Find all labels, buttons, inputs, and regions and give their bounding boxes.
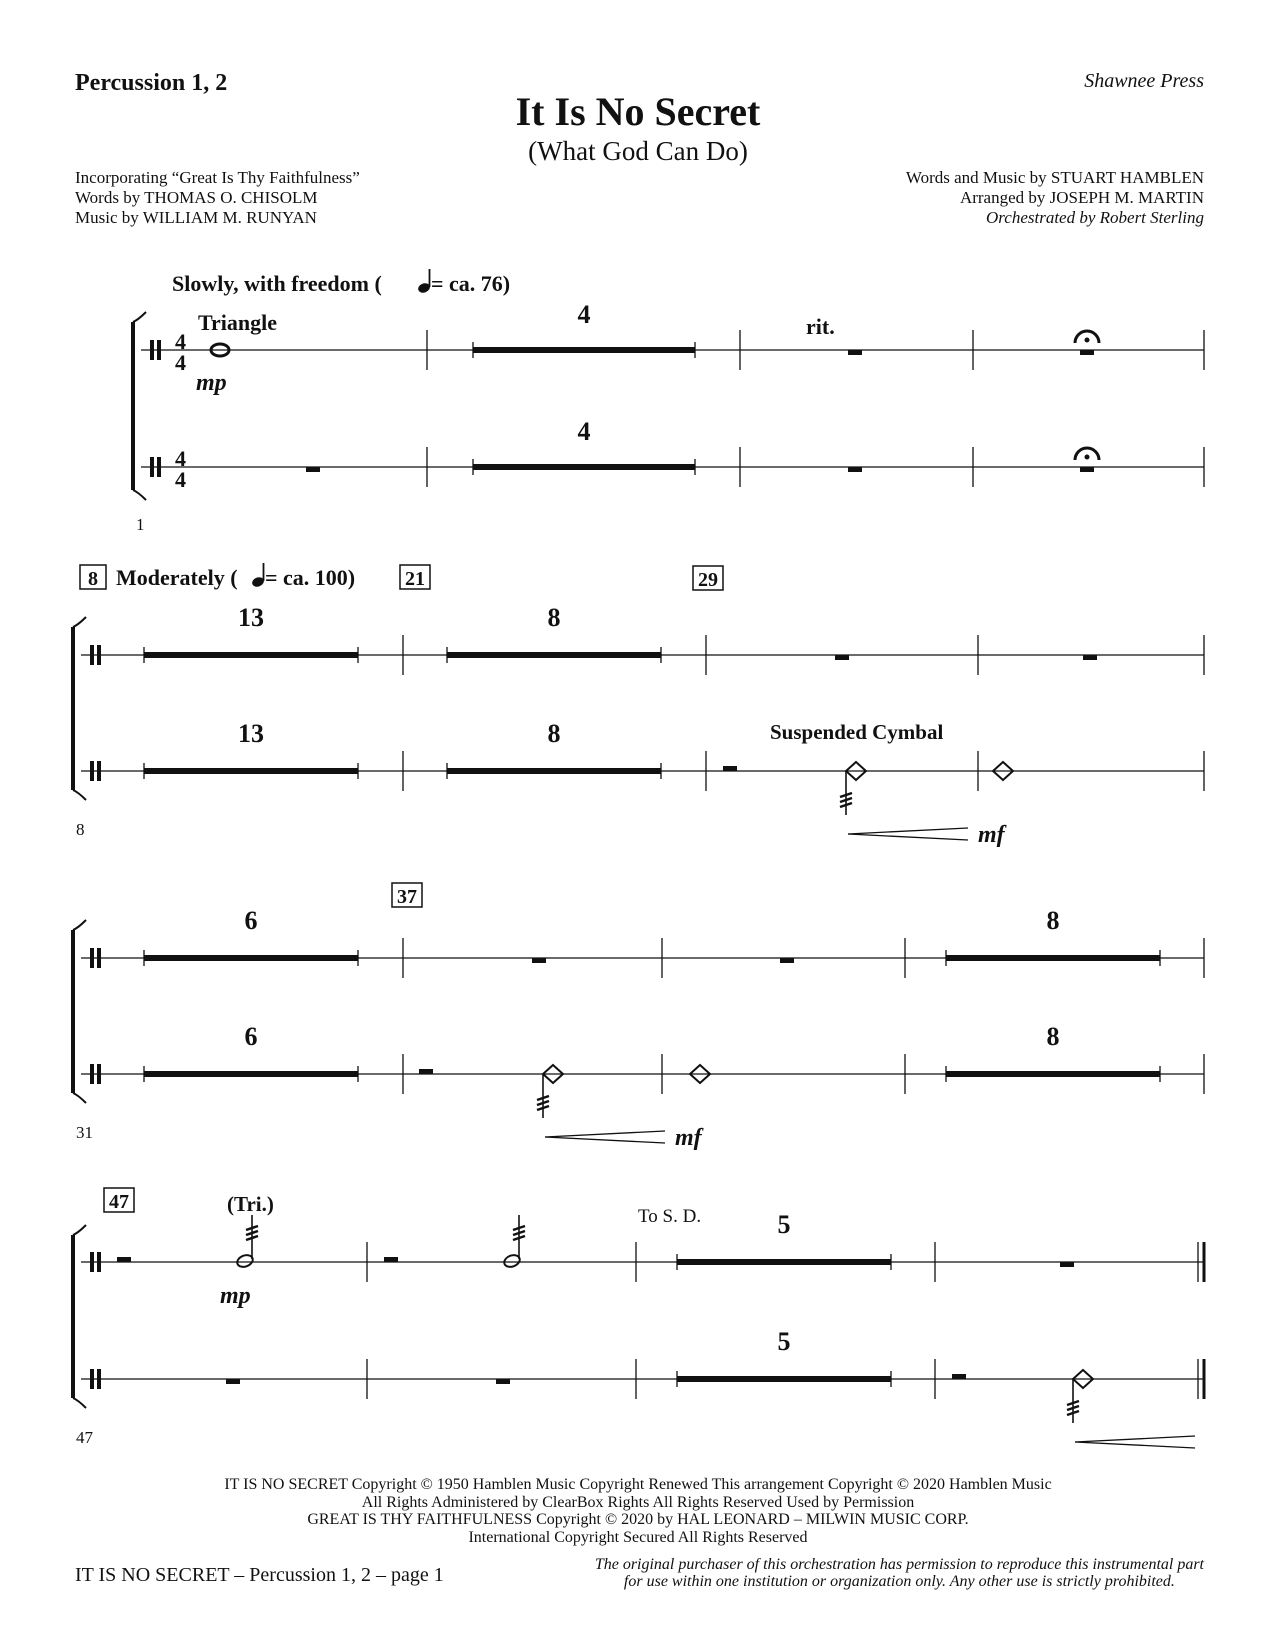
time-signature-bottom: 4 (175, 350, 186, 375)
multi-measure-rest (144, 906, 358, 966)
credit-incorporating: Incorporating “Great Is Thy Faithfulness” (75, 168, 360, 187)
rest-count: 5 (777, 1210, 791, 1239)
whole-rest (848, 467, 862, 472)
rest-count: 13 (238, 603, 264, 632)
whole-rest (848, 350, 862, 355)
song-subtitle: (What God Can Do) (528, 136, 748, 166)
half-note-tremolo-icon (236, 1215, 258, 1269)
multi-measure-rest (677, 1327, 891, 1387)
multi-measure-rest (946, 1022, 1160, 1082)
permission-line: for use within one institution or organization only. Any other use is strictly prohibited. (623, 1573, 1175, 1590)
whole-rest (226, 1379, 240, 1384)
rest-count: 6 (244, 1022, 258, 1051)
half-rest (419, 1069, 433, 1074)
whole-rest (835, 655, 849, 660)
half-rest (384, 1257, 398, 1262)
credit-music: Music by WILLIAM M. RUNYAN (75, 208, 317, 227)
instrument-label: (Tri.) (227, 1192, 274, 1216)
credit-arranger: Arranged by JOSEPH M. MARTIN (959, 188, 1204, 207)
multi-measure-rest (144, 603, 358, 663)
measure-number: 8 (76, 820, 85, 839)
rehearsal-mark: 21 (405, 568, 425, 590)
diamond-note-icon (537, 1065, 563, 1118)
permission-line: The original purchaser of this orchestration has permission to reproduce this instrumental part (594, 1556, 1204, 1573)
system-4 (73, 1188, 1204, 1448)
barlines (403, 938, 1204, 1094)
rest-count: 5 (777, 1327, 791, 1356)
whole-rest (1080, 350, 1094, 355)
song-title: It Is No Secret (515, 89, 761, 134)
half-rest (952, 1374, 966, 1379)
time-signature (175, 329, 186, 492)
multi-measure-rest (473, 300, 695, 358)
whole-rest (1060, 1262, 1074, 1267)
instrument-change-instruction: To S. D. (638, 1206, 702, 1227)
barlines (367, 1242, 1204, 1399)
dynamic-marking: mf (978, 822, 1005, 848)
half-rest (723, 766, 737, 771)
instrument-label: Triangle (198, 310, 278, 335)
instrument-label: Suspended Cymbal (770, 720, 944, 744)
copyright-notice (0, 1476, 1276, 1546)
half-rest (117, 1257, 131, 1262)
time-signature-top: 4 (175, 446, 186, 471)
multi-measure-rest (144, 719, 358, 779)
whole-rest (1080, 467, 1094, 472)
copyright-line: All Rights Administered by ClearBox Rights All Rights Reserved Used by Permission (361, 1493, 915, 1511)
rehearsal-mark: 29 (698, 569, 718, 591)
quarter-note-icon (251, 563, 265, 588)
system-2 (73, 563, 1204, 848)
tempo-marking: Slowly, with freedom ( (172, 271, 382, 296)
multi-measure-rest (447, 603, 661, 663)
rest-count: 4 (577, 300, 591, 329)
dynamic-marking: mp (196, 370, 227, 396)
crescendo-hairpin (545, 1131, 665, 1143)
system-bracket (133, 312, 146, 500)
system-bracket (73, 1225, 86, 1408)
measure-number: 1 (136, 515, 145, 534)
copyright-line: International Copyright Secured All Rights Reserved (468, 1528, 808, 1546)
rest-count: 8 (1046, 906, 1060, 935)
rest-count: 6 (244, 906, 258, 935)
rest-count: 13 (238, 719, 264, 748)
dynamic-marking: mp (220, 1283, 251, 1309)
rehearsal-mark: 8 (88, 568, 98, 590)
multi-measure-rest (473, 417, 695, 475)
crescendo-hairpin (848, 828, 968, 840)
half-note-tremolo-icon (503, 1215, 525, 1269)
rest-count: 4 (577, 417, 591, 446)
multi-measure-rest (447, 719, 661, 779)
system-bracket (73, 617, 86, 800)
measure-number: 47 (76, 1428, 93, 1447)
diamond-note-icon (1067, 1370, 1093, 1423)
page-footer: IT IS NO SECRET – Percussion 1, 2 – page 1 (75, 1564, 444, 1586)
whole-rest (496, 1379, 510, 1384)
quarter-note-icon (417, 269, 431, 294)
permission-notice (595, 1556, 1204, 1590)
tempo-value: = ca. 76) (431, 271, 511, 296)
publisher: Shawnee Press (1084, 70, 1204, 92)
system-bracket (73, 920, 86, 1103)
whole-rest (780, 958, 794, 963)
credit-composer: Words and Music by STUART HAMBLEN (905, 168, 1204, 187)
rehearsal-mark: 37 (397, 886, 417, 908)
multi-measure-rest (144, 1022, 358, 1082)
credit-words: Words by THOMAS O. CHISOLM (75, 188, 318, 207)
rest-count: 8 (1046, 1022, 1060, 1051)
whole-rest (1083, 655, 1097, 660)
copyright-line: IT IS NO SECRET Copyright © 1950 Hamblen Music Copyright Renewed This arrangement Copyright © 2020 Hamblen Music (224, 1476, 1052, 1493)
crescendo-hairpin (1075, 1436, 1195, 1448)
multi-measure-rest (677, 1210, 891, 1270)
part-name: Percussion 1, 2 (75, 70, 228, 96)
time-signature-bottom: 4 (175, 467, 186, 492)
fermata-icon (1075, 448, 1099, 460)
whole-rest (306, 467, 320, 472)
dynamic-marking: mf (675, 1125, 702, 1151)
tempo-value: = ca. 100) (265, 565, 356, 590)
rest-count: 8 (547, 719, 561, 748)
time-signature-top: 4 (175, 329, 186, 354)
whole-rest (532, 958, 546, 963)
diamond-note-icon (840, 762, 866, 815)
copyright-line: GREAT IS THY FAITHFULNESS Copyright © 2020 by HAL LEONARD – MILWIN MUSIC CORP. (307, 1511, 969, 1528)
multi-measure-rest (946, 906, 1160, 966)
rehearsal-mark: 47 (109, 1191, 129, 1213)
measure-number: 31 (76, 1123, 93, 1142)
fermata-icon (1075, 331, 1099, 343)
ritardando-marking: rit. (806, 314, 835, 339)
credit-orchestrator: Orchestrated by Robert Sterling (986, 208, 1204, 227)
system-3 (73, 883, 1204, 1151)
system-1 (133, 269, 1204, 534)
tempo-marking: Moderately ( (116, 565, 238, 590)
rest-count: 8 (547, 603, 561, 632)
